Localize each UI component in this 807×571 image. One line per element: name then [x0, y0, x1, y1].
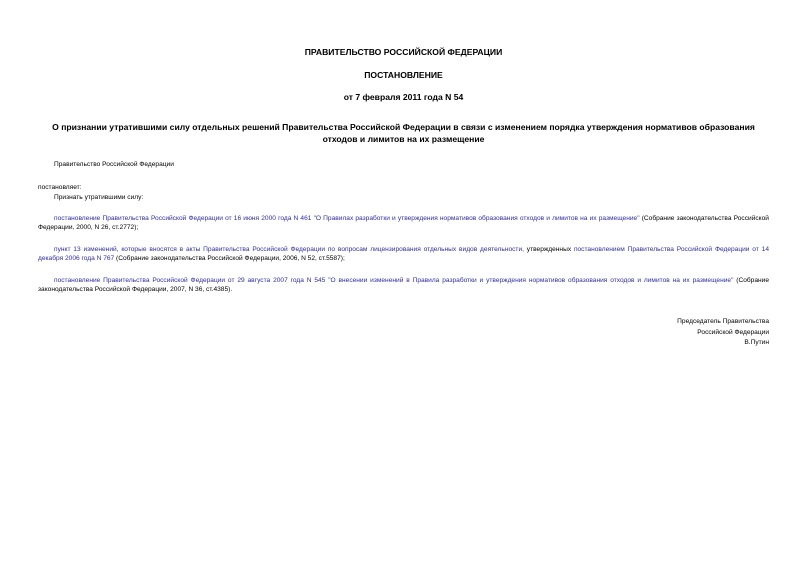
- citation-text: (Собрание законодательства Российской Федерации, 2007, N 36, ст.4385).: [38, 277, 769, 294]
- citation-text: (Собрание законодательства Российской Федерации, 2006, N 52, ст.5587);: [114, 255, 345, 263]
- document-date-number: от 7 февраля 2011 года N 54: [343, 92, 464, 102]
- document-title: О признании утратившими силу отдельных решений Правительства Российской Федерации в связи с изменением порядка утверждения нормативов образования отходов и лимитов на их размещение: [52, 122, 755, 144]
- list-item: [38, 214, 769, 233]
- signature-position: Председатель Правительства: [677, 318, 769, 325]
- government-heading: ПРАВИТЕЛЬСТВО РОССИЙСКОЙ ФЕДЕРАЦИИ: [304, 47, 503, 57]
- decree-link-545[interactable]: постановление Правительства Российской Федерации от 29 августа 2007 года N 545 "О внесении изменений в Правила разработки и утверждения нормативов образования отходов и лимитов на их размещение": [54, 277, 734, 284]
- list-item: [38, 276, 769, 295]
- approved-text: утвержденных: [523, 246, 574, 253]
- list-item: [38, 245, 769, 264]
- action-text: Признать утратившими силу:: [54, 194, 144, 201]
- citation-text: (Собрание законодательства Российской Федерации, 2000, N 26, ст.2772);: [38, 215, 769, 232]
- decree-link-461[interactable]: постановление Правительства Российской Федерации от 16 июня 2000 года N 461 "О Правилах разработки и утверждения нормативов образования отходов и лимитов на их размещение": [54, 215, 640, 222]
- decree-link-767[interactable]: постановлением Правительства Российской Федерации от 14 декабря 2006 года N 767: [38, 246, 769, 263]
- signature-block: [677, 317, 769, 349]
- signature-country: Российской Федерации: [697, 328, 769, 336]
- decrees-text: постановляет:: [38, 184, 82, 191]
- document-type: ПОСТАНОВЛЕНИЕ: [364, 70, 443, 80]
- item-13-link[interactable]: пункт 13 изменений, которые вносятся в акты Правительства Российской Федерации по вопросам лицензирования отдельных видов деятельности,: [54, 246, 524, 253]
- signature-name: В.Путин: [744, 339, 769, 346]
- intro-text: Правительство Российской Федерации: [54, 161, 174, 168]
